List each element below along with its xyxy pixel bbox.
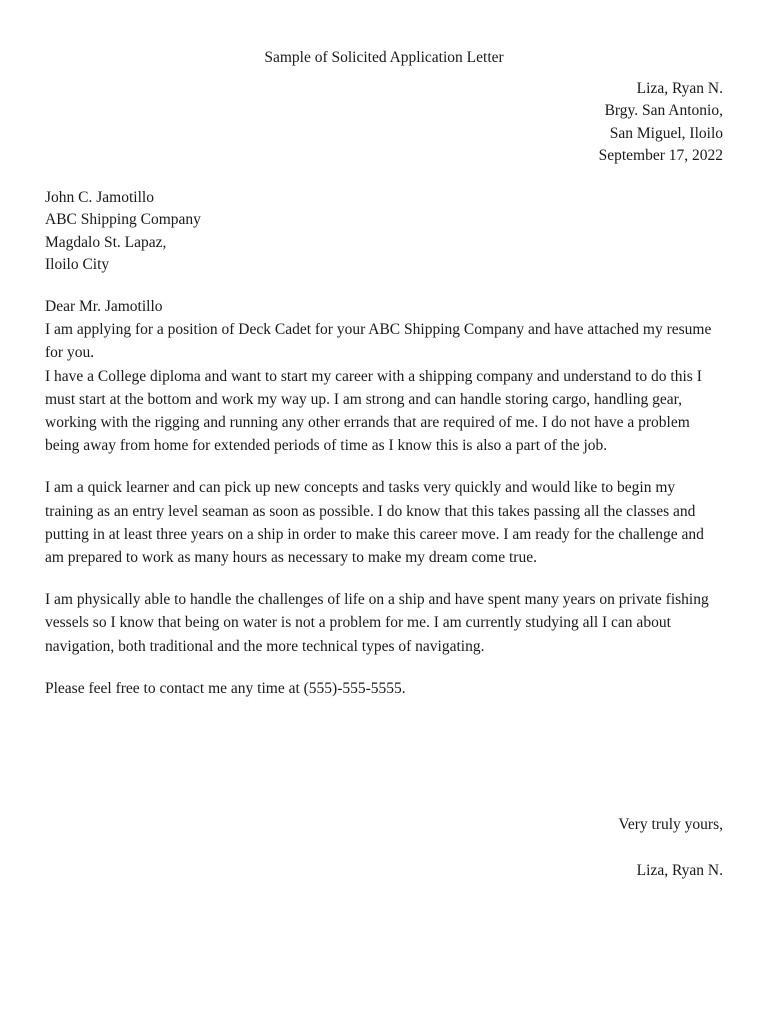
signature-name: Liza, Ryan N.	[636, 862, 723, 879]
recipient-company: ABC Shipping Company	[45, 211, 201, 229]
paragraph-contact: Please feel free to contact me any time at (555)-555-5555.	[45, 679, 406, 697]
paragraph-learning: I am a quick learner and can pick up new concepts and tasks very quickly and would like to begin my training as an entry level seaman as soon as possible. I do know that this takes passing all the classes and putting in at least three years on a ship in order to make this career move. I am ready for the challenge and am prepared to work as many hours as necessary to make my dream come true.	[45, 479, 704, 567]
closing: Very truly yours,	[618, 816, 723, 833]
sender-address-line2: San Miguel, Iloilo	[609, 124, 723, 142]
recipient-city: Iloilo City	[45, 255, 110, 273]
paragraph-experience: I am physically able to handle the challenges of life on a ship and have spent many years on private fishing vessels so I know that being on water is not a problem for me. I am currently studying all I can about navigation, both traditional and the more technical types of navigating.	[45, 591, 709, 655]
letter-date: September 17, 2022	[598, 146, 723, 164]
recipient-name: John C. Jamotillo	[45, 189, 154, 206]
paragraph-intro: I am applying for a position of Deck Cadet for your ABC Shipping Company and have attached my resume for you.	[45, 321, 712, 362]
recipient-block	[45, 187, 201, 276]
document-title: Sample of Solicited Application Letter	[264, 49, 504, 66]
sender-name: Liza, Ryan N.	[636, 80, 723, 97]
letter-body	[45, 295, 725, 700]
sender-address-line1: Brgy. San Antonio,	[604, 102, 723, 120]
recipient-street: Magdalo St. Lapaz,	[45, 233, 167, 251]
salutation: Dear Mr. Jamotillo	[45, 298, 163, 315]
paragraph-qualifications: I have a College diploma and want to start my career with a shipping company and understand to do this I must start at the bottom and work my way up. I am strong and can handle storing cargo, handling gear, working with the rigging and running any other errands that are required of me. I do not have a problem being away from home for extended periods of time as I know this is also a part of the job.	[45, 367, 702, 455]
sender-block	[599, 78, 723, 167]
